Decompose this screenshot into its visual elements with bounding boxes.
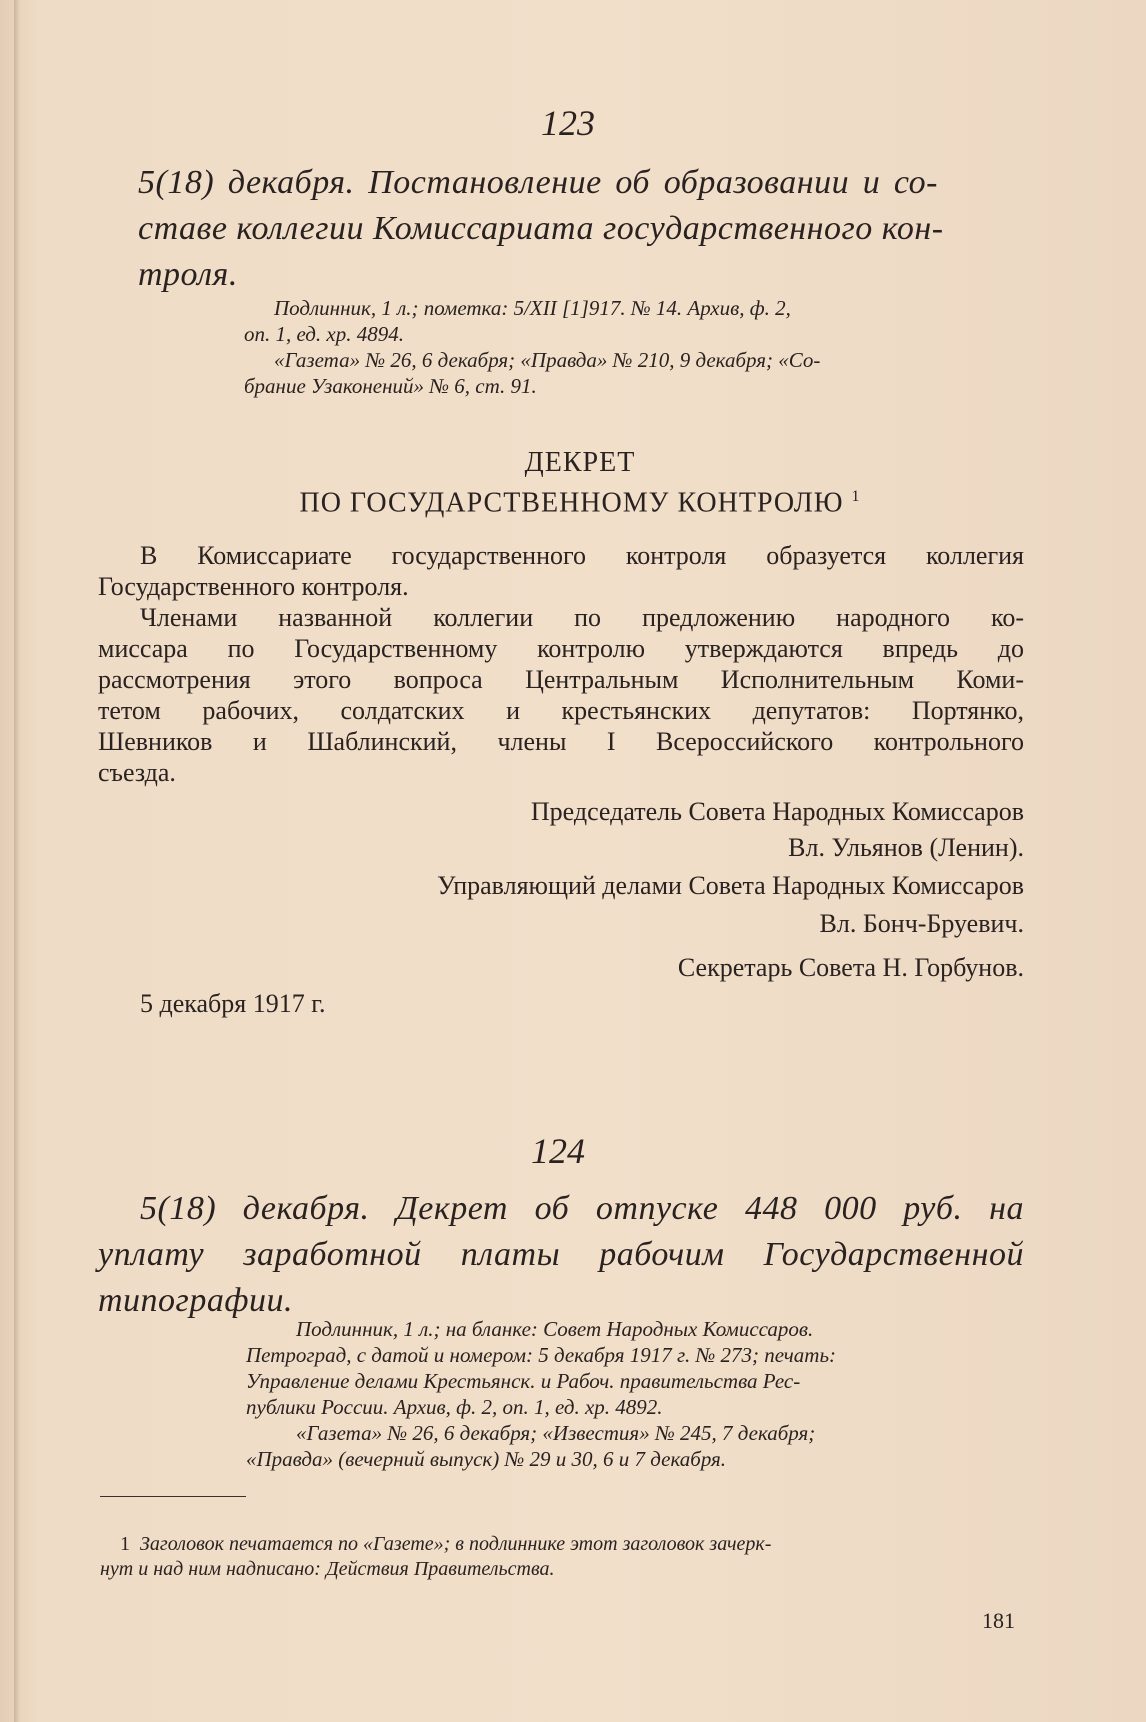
document-123-source-note <box>244 295 944 399</box>
source-line: «Газета» № 26, 6 декабря; «Правда» № 210, 9 декабря; «Со- <box>274 348 821 372</box>
decree-body <box>98 540 1024 788</box>
body-line: Членами названной коллегии по предложению народного ко- <box>140 603 1024 632</box>
source-line: «Правда» (вечерний выпуск) № 29 и 30, 6 и 7 декабря. <box>246 1447 727 1471</box>
source-line: брание Узаконений» № 6, ст. 91. <box>244 374 537 398</box>
body-line: В Комиссариате государственного контроля образуется коллегия <box>140 541 1024 570</box>
body-line: тетом рабочих, солдатских и крестьянских депутатов: Портянко, <box>98 696 1024 725</box>
body-line: съезда. <box>98 758 176 787</box>
body-line: миссара по Государственному контролю утверждаются впредь до <box>98 634 1024 663</box>
source-line: Петроград, с датой и номером: 5 декабря 1917 г. № 273; печать: <box>246 1343 837 1367</box>
page-number: 181 <box>982 1608 1015 1633</box>
title-line: 5(18) декабря. Декрет об отпуске 448 000 руб. на <box>140 1190 1024 1227</box>
document-124-source-note <box>246 1316 1036 1472</box>
body-line: Шевников и Шаблинский, члены I Всероссийского контрольного <box>98 727 1024 756</box>
source-line: Управление делами Крестьянск. и Рабоч. правительства Рес- <box>246 1369 801 1393</box>
footnote-rule <box>100 1496 246 1497</box>
document-number-124: 124 <box>531 1131 585 1171</box>
title-line: троля. <box>138 256 238 293</box>
decree-heading-line1: ДЕКРЕТ <box>524 447 636 478</box>
source-line: Подлинник, 1 л.; пометка: 5/XII [1]917. № 14. Архив, ф. 2, <box>274 296 791 320</box>
source-line: «Газета» № 26, 6 декабря; «Известия» № 245, 7 декабря; <box>296 1421 816 1445</box>
source-line: оп. 1, ед. хр. 4894. <box>244 322 404 346</box>
signature-manager-title: Управляющий делами Совета Народных Комиссаров <box>437 871 1024 900</box>
footnote-mark: 1 <box>851 488 861 505</box>
title-line: уплату заработной платы рабочим Государственной <box>98 1236 1024 1273</box>
footnote-line <box>100 1532 1030 1557</box>
title-line: типографии. <box>98 1282 293 1319</box>
footnote-line: нут и над ним надписано: Действия Правительства. <box>100 1558 555 1580</box>
title-line: ставе коллегии Комиссариата государственного кон- <box>138 210 944 247</box>
page-spine-shadow <box>14 0 20 1722</box>
signature-manager-name: Вл. Бонч-Бруевич. <box>819 909 1024 938</box>
footnote-mark: 1 <box>120 1533 130 1555</box>
decree-heading <box>200 446 960 520</box>
body-line: рассмотрения этого вопроса Центральным Исполнительным Коми- <box>98 665 1024 694</box>
footnote <box>100 1532 1030 1582</box>
document-number-123: 123 <box>541 103 595 143</box>
decree-date: 5 декабря 1917 г. <box>140 989 326 1018</box>
title-line: 5(18) декабря. Постановление об образовании и со- <box>138 164 938 201</box>
signature-secretary: Секретарь Совета Н. Горбунов. <box>677 953 1024 982</box>
body-line: Государственного контроля. <box>98 572 409 601</box>
source-line: публики России. Архив, ф. 2, оп. 1, ед. хр. 4892. <box>246 1395 663 1419</box>
document-124-title <box>98 1186 1024 1324</box>
source-line: Подлинник, 1 л.; на бланке: Совет Народных Комиссаров. <box>296 1317 814 1341</box>
decree-heading-text: ПО ГОСУДАРСТВЕННОМУ КОНТРОЛЮ <box>299 487 844 519</box>
footnote-line1-text: Заголовок печатается по «Газете»; в подлиннике этот заголовок зачерк- <box>140 1533 772 1555</box>
signature-chair-name: Вл. Ульянов (Ленин). <box>788 833 1024 862</box>
signature-chair-title: Председатель Совета Народных Комиссаров <box>530 797 1024 826</box>
document-123-title <box>138 160 944 298</box>
decree-heading-line2 <box>200 480 960 520</box>
